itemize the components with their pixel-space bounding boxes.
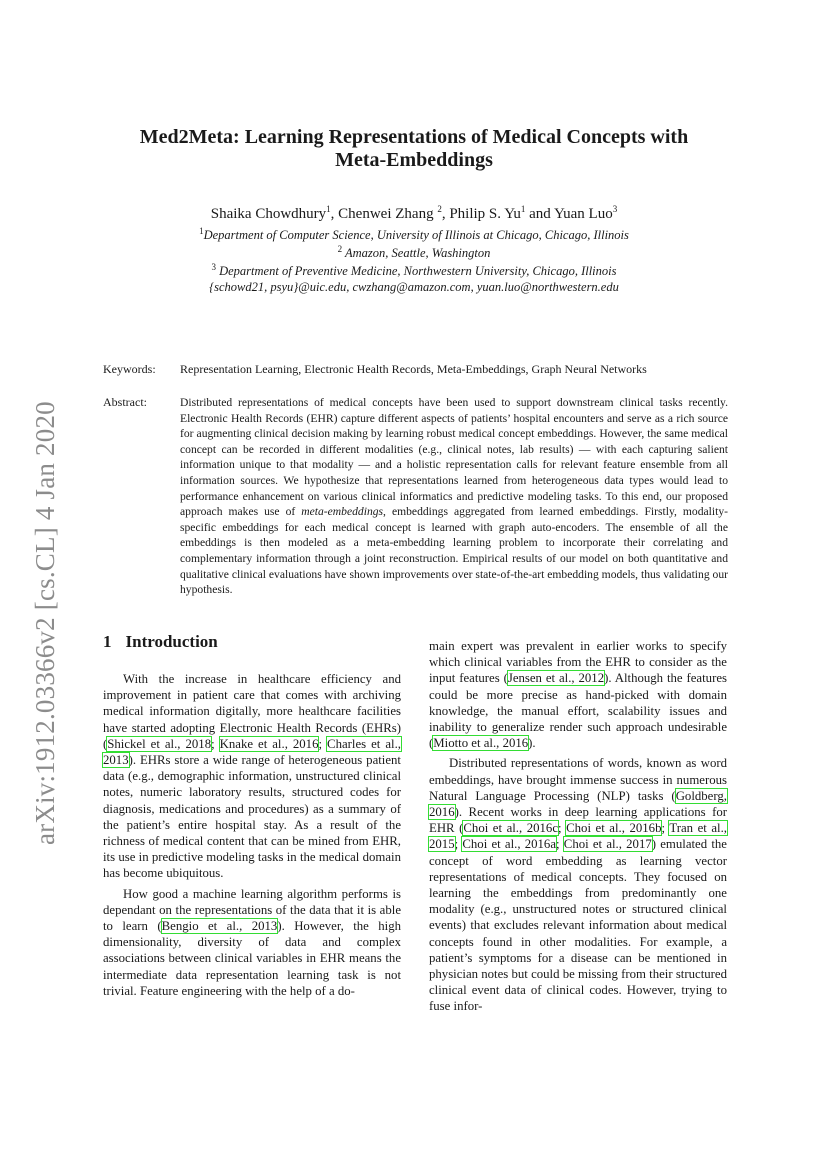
keywords-label: Keywords: [103, 362, 156, 376]
section-number: 1 [103, 632, 112, 651]
abstract-part: Distributed representations of medical concepts have been used to support downstream clinical tasks recently. Electronic Health Records (EHR) capture different aspects of patients’ hospital encounters and serve as a rich source for augmenting clinical decision making by learning robust medical concept embeddings. However, the same medical concept can be recorded in different modalities (e.g., clinical notes, lab results) — with each capturing salient information unique to that modality — and a holistic representation calls for relevant feature ensemble from all information sources. We hypothesize that representations learned from heterogeneous data types would lead to performance enhancement on various clinical informatics and predictive modeling tasks. To this end, our proposed approach makes use of [180, 396, 728, 519]
author-separator: , [441, 206, 450, 222]
citation-link[interactable]: Goldberg, 2016 [429, 788, 727, 820]
citation-link[interactable]: Choi et al., 2016a [462, 837, 557, 852]
section-title: Introduction [125, 632, 218, 651]
text-run: ) emulated the concept of word embedding as learning vector representations of medical concepts. They focused on learning the embeddings from predominantly one modality (e.g., unstructured notes or structured clinical events) that excludes relevant information about medical concepts found in other modalities. For example, a patient’s symptoms for a disease can be mentioned in physician notes but could be missing from their structured clinical event data of clinical codes. However, trying to fuse infor- [429, 837, 727, 1014]
text-run: ; [556, 837, 564, 852]
paragraph [429, 755, 727, 1014]
author-affil-mark: 3 [612, 204, 618, 214]
text-run: Distributed representations of words, known as word embeddings, have brought immense success in numerous Natural Language Processing (NLP) tasks ( [429, 756, 727, 803]
affil-mark: 3 [211, 261, 216, 272]
citation-link[interactable]: Jensen et al., 2012 [507, 671, 605, 686]
section-heading [103, 632, 218, 652]
text-run: ; [211, 736, 220, 751]
affiliation-3 [100, 261, 728, 279]
citation-link[interactable]: Tran et al., 2015 [429, 821, 727, 852]
citation-link[interactable]: Miotto et al., 2016 [433, 736, 529, 751]
author-name: Yuan Luo [553, 206, 613, 222]
affil-text: Amazon, Seattle, Washington [342, 246, 491, 260]
text-run: ; [558, 821, 567, 836]
text-run: ; [454, 837, 463, 852]
author-name: Chenwei Zhang [338, 206, 438, 222]
paragraph [429, 638, 727, 751]
text-run: ). EHRs store a wide range of heterogeneous patient data (e.g., demographic information, unstructured clinical notes, numeric laboratory results, structured codes for diagnosis, medications and procedures) as a summary of the patient’s entire hospital stay. As a result of the richness of medical content that can be mined from EHR, its use in predictive modeling tasks in the medical domain has become ubiquitous. [103, 753, 401, 881]
title-line-2: Meta-Embeddings [335, 149, 493, 171]
text-run: ). Although the features could be more precise as hand-picked with domain knowledge, the manual effort, scalability issues and inability to generalize render such approach undesirable ( [429, 671, 727, 751]
text-run: ). [528, 736, 536, 751]
text-run: ). Recent works in deep learning applications for EHR ( [429, 805, 727, 836]
text-run: How good a machine learning algorithm performs is dependant on the representations of the data that it is able to learn ( [103, 886, 401, 934]
author-affil-mark: 2 [437, 204, 442, 214]
paper-title [100, 126, 728, 172]
author-name: Shaika Chowdhury [210, 206, 327, 222]
abstract-part: , embeddings aggregated from learned embeddings. Firstly, modality-specific embeddings for each medical concept is learned with graph auto-encoders. The ensemble of all the embeddings is then modeled as a meta-embedding learning problem to incorporate their correlating and complementary information through a joint reconstruction. Empirical results of our model on both quantitative and qualitative clinical evaluations have shown improvements over state-of-the-art embedding models, thus validating our hypothesis. [180, 505, 728, 597]
citation-link[interactable]: Choi et al., 2016c [463, 821, 559, 836]
keywords-text: Representation Learning, Electronic Health Records, Meta-Embeddings, Graph Neural Networks [180, 362, 647, 376]
author-affil-mark: 1 [326, 204, 331, 214]
citation-link[interactable]: Bengio et al., 2013 [161, 919, 278, 934]
affil-mark: 1 [199, 225, 204, 236]
citation-link[interactable]: Charles et al., 2013 [103, 736, 401, 768]
author-list [100, 205, 728, 223]
author-separator: and [525, 206, 554, 222]
left-column [103, 671, 401, 999]
affiliation-1 [100, 225, 728, 243]
author-name: Philip S. Yu [449, 206, 521, 222]
citation-link[interactable]: Knake et al., 2016 [219, 736, 319, 751]
abstract-text [180, 395, 728, 598]
citation-link[interactable]: Shickel et al., 2018 [107, 736, 212, 751]
affil-text: Department of Computer Science, University of Illinois at Chicago, Chicago, Illinois [203, 228, 629, 242]
author-affil-mark: 1 [520, 204, 526, 214]
affil-mark: 2 [337, 243, 343, 254]
paragraph [103, 886, 401, 999]
text-run: main expert was prevalent in earlier works to specify which clinical variables from the EHR to consider as the input features ( [429, 639, 727, 686]
arxiv-identifier-stamp: arXiv:1912.03366v2 [cs.CL] 4 Jan 2020 [30, 401, 60, 845]
affiliation-2 [100, 243, 728, 261]
title-line-1: Med2Meta: Learning Representations of Medical Concepts with [139, 126, 689, 148]
right-column [429, 638, 727, 1015]
citation-link[interactable]: Choi et al., 2016b [566, 821, 662, 836]
text-run: With the increase in healthcare efficiency and improvement in patient care that comes with archiving medical information digitally, more healthcare facilities have started adopting Electronic Health Records (EHRs) ( [103, 672, 401, 751]
author-separator: , [330, 206, 339, 222]
paragraph [103, 671, 401, 882]
text-run: ; [661, 821, 670, 836]
citation-link[interactable]: Choi et al., 2017 [563, 837, 652, 852]
abstract-label: Abstract: [103, 395, 147, 409]
text-run: ; [318, 736, 328, 751]
author-emails: {schowd21, psyu}@uic.edu, cwzhang@amazon.com, yuan.luo@northwestern.edu [209, 280, 619, 294]
abstract-emphasis: meta-embeddings [301, 505, 384, 519]
affil-text: Department of Preventive Medicine, Northwestern University, Chicago, Illinois [215, 264, 617, 278]
text-run: ). However, the high dimensionality, diversity of data and complex associations between clinical variables in EHR means the intermediate data representation learning task is not trivial. Feature engineering with the help of a do- [103, 919, 401, 998]
